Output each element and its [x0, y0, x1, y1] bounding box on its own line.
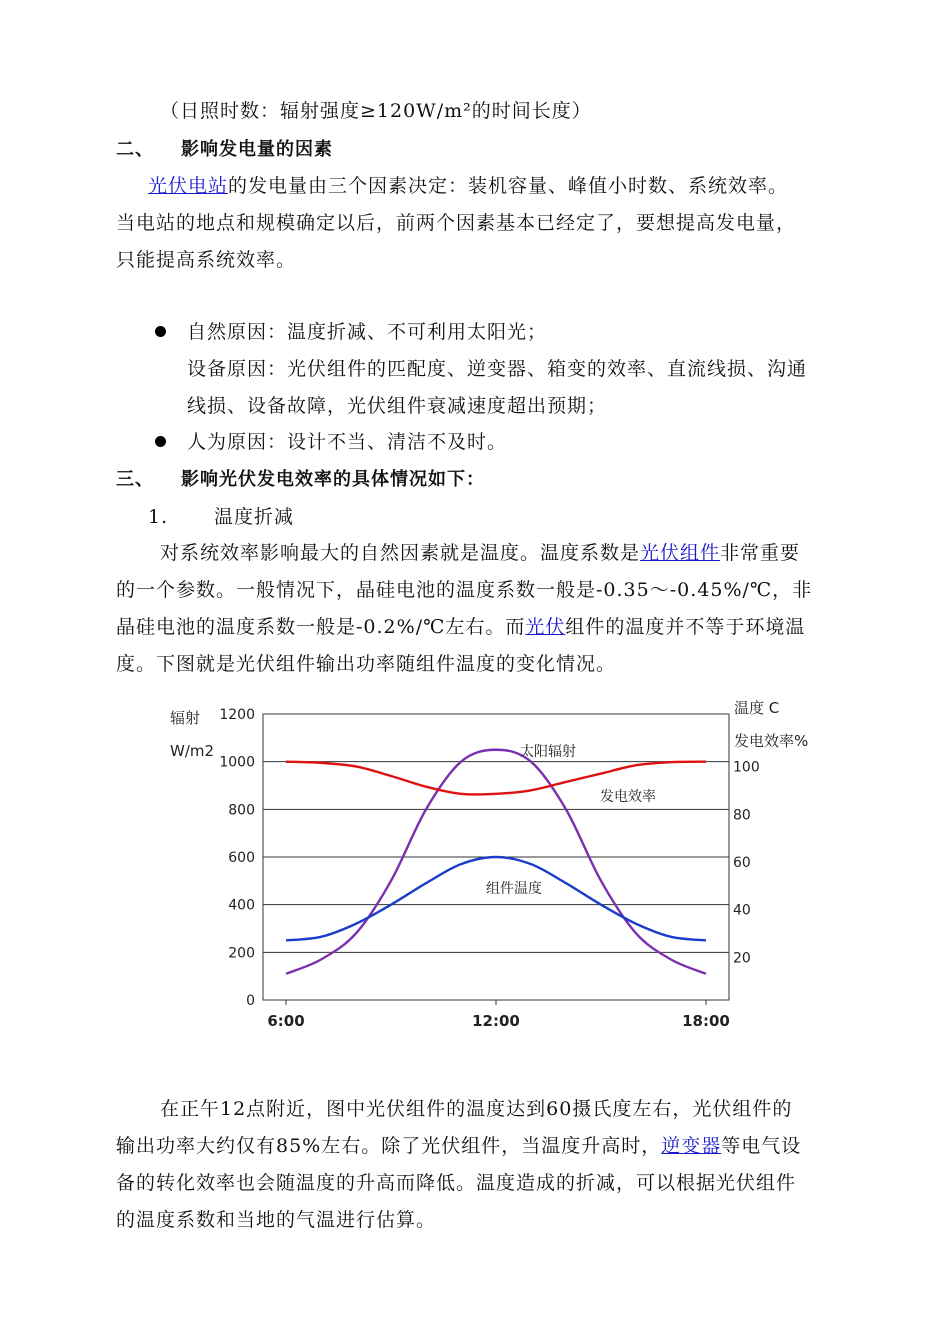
para-text: 的发电量由三个因素决定：装机容量、峰值小时数、系统效率。: [228, 175, 789, 197]
pv-link[interactable]: 光伏: [525, 616, 566, 638]
pv-module-link[interactable]: 光伏组件: [640, 542, 721, 564]
bullet-human-causes: 人为原因：设计不当、清洁不及时。: [187, 431, 508, 453]
efficiency-label: 发电效率: [600, 789, 656, 805]
right-axis-ticks: [733, 760, 760, 967]
conclusion-line-1: 在正午12点附近，图中光伏组件的温度达到60摄氏度左右，光伏组件的: [160, 1098, 793, 1120]
temperature-label: 组件温度: [486, 881, 542, 897]
x-tick-label: 18:00: [682, 1012, 730, 1030]
pv-temperature-chart: [160, 690, 809, 1040]
right-axis-label-1: 温度 C: [734, 699, 780, 717]
right-tick-label: 20: [733, 950, 751, 967]
bullet-natural-causes: 自然原因：温度折减、不可利用太阳光；: [187, 321, 548, 343]
section-2-para-line-1: [148, 174, 788, 198]
conclusion-line-2: [116, 1134, 801, 1158]
section-2-para-line-2: 当电站的地点和规模确定以后，前两个因素基本已经定了，要想提高发电量，: [116, 212, 797, 234]
section-3-para-line-4: 度。下图就是光伏组件输出功率随组件温度的变化情况。: [116, 653, 617, 675]
bullet-dot: [155, 326, 166, 337]
left-axis-ticks: [219, 707, 255, 1009]
section-2-number: 二、: [116, 139, 154, 160]
x-tick-label: 12:00: [472, 1012, 520, 1030]
bullet-equipment-line-2: 线损、设备故障，光伏组件衰减速度超出预期；: [187, 395, 608, 417]
left-tick-label: 800: [228, 802, 255, 819]
bullet-equipment-line-1: 设备原因：光伏组件的匹配度、逆变器、箱变的效率、直流线损、沟通: [187, 358, 808, 380]
left-tick-label: 1200: [219, 707, 255, 723]
conclusion-line-4: 的温度系数和当地的气温进行估算。: [116, 1209, 437, 1231]
left-tick-label: 200: [228, 945, 255, 962]
left-tick-label: 400: [228, 897, 255, 914]
section-3-para-line-3: [116, 615, 805, 639]
left-tick-label: 1000: [219, 754, 255, 771]
right-tick-label: 80: [733, 807, 751, 824]
right-tick-label: 100: [733, 759, 760, 776]
left-tick-label: 0: [246, 993, 255, 1009]
left-tick-label: 600: [228, 850, 255, 866]
radiation-label: 太阳辐射: [520, 744, 576, 760]
section-3-number: 三、: [116, 469, 154, 490]
section-2-title: 影响发电量的因素: [181, 139, 333, 160]
right-tick-label: 40: [733, 902, 751, 919]
para-text: 对系统效率影响最大的自然因素就是温度。温度系数是: [160, 542, 641, 564]
para-text: 非常重要: [720, 542, 801, 564]
x-axis-ticks: [267, 1000, 730, 1030]
left-axis-label-2: W/m2: [170, 742, 215, 760]
subsection-title: 温度折减: [214, 506, 295, 528]
para-text: 输出功率大约仅有85%左右。除了光伏组件，当温度升高时，: [116, 1135, 662, 1157]
irradiance-note: （日照时数：辐射强度≥120W/m²的时间长度）: [160, 100, 592, 122]
bullet-dot: [155, 436, 166, 447]
conclusion-line-3: 备的转化效率也会随温度的升高而降低。温度造成的折减，可以根据光伏组件: [116, 1172, 797, 1194]
para-text: 组件的温度并不等于环境温: [565, 616, 806, 638]
section-3-title: 影响光伏发电效率的具体情况如下：: [181, 469, 485, 490]
para-text: 等电气设: [721, 1135, 802, 1157]
right-tick-label: 60: [733, 855, 751, 871]
section-3-para-line-2: 的一个参数。一般情况下，晶硅电池的温度系数一般是-0.35～-0.45%/℃，非: [116, 579, 813, 601]
section-3-para-line-1: [160, 541, 800, 565]
x-tick-label: 6:00: [267, 1012, 305, 1030]
subsection-number: 1.: [148, 506, 169, 528]
right-axis-label-2: 发电效率%: [734, 732, 809, 750]
left-axis-label-1: 辐射: [170, 709, 201, 727]
inverter-link[interactable]: 逆变器: [661, 1135, 722, 1157]
para-text: 晶硅电池的温度系数一般是-0.2%/℃左右。而: [116, 616, 526, 638]
pv-station-link[interactable]: 光伏电站: [148, 175, 229, 197]
section-2-para-line-3: 只能提高系统效率。: [116, 249, 297, 271]
